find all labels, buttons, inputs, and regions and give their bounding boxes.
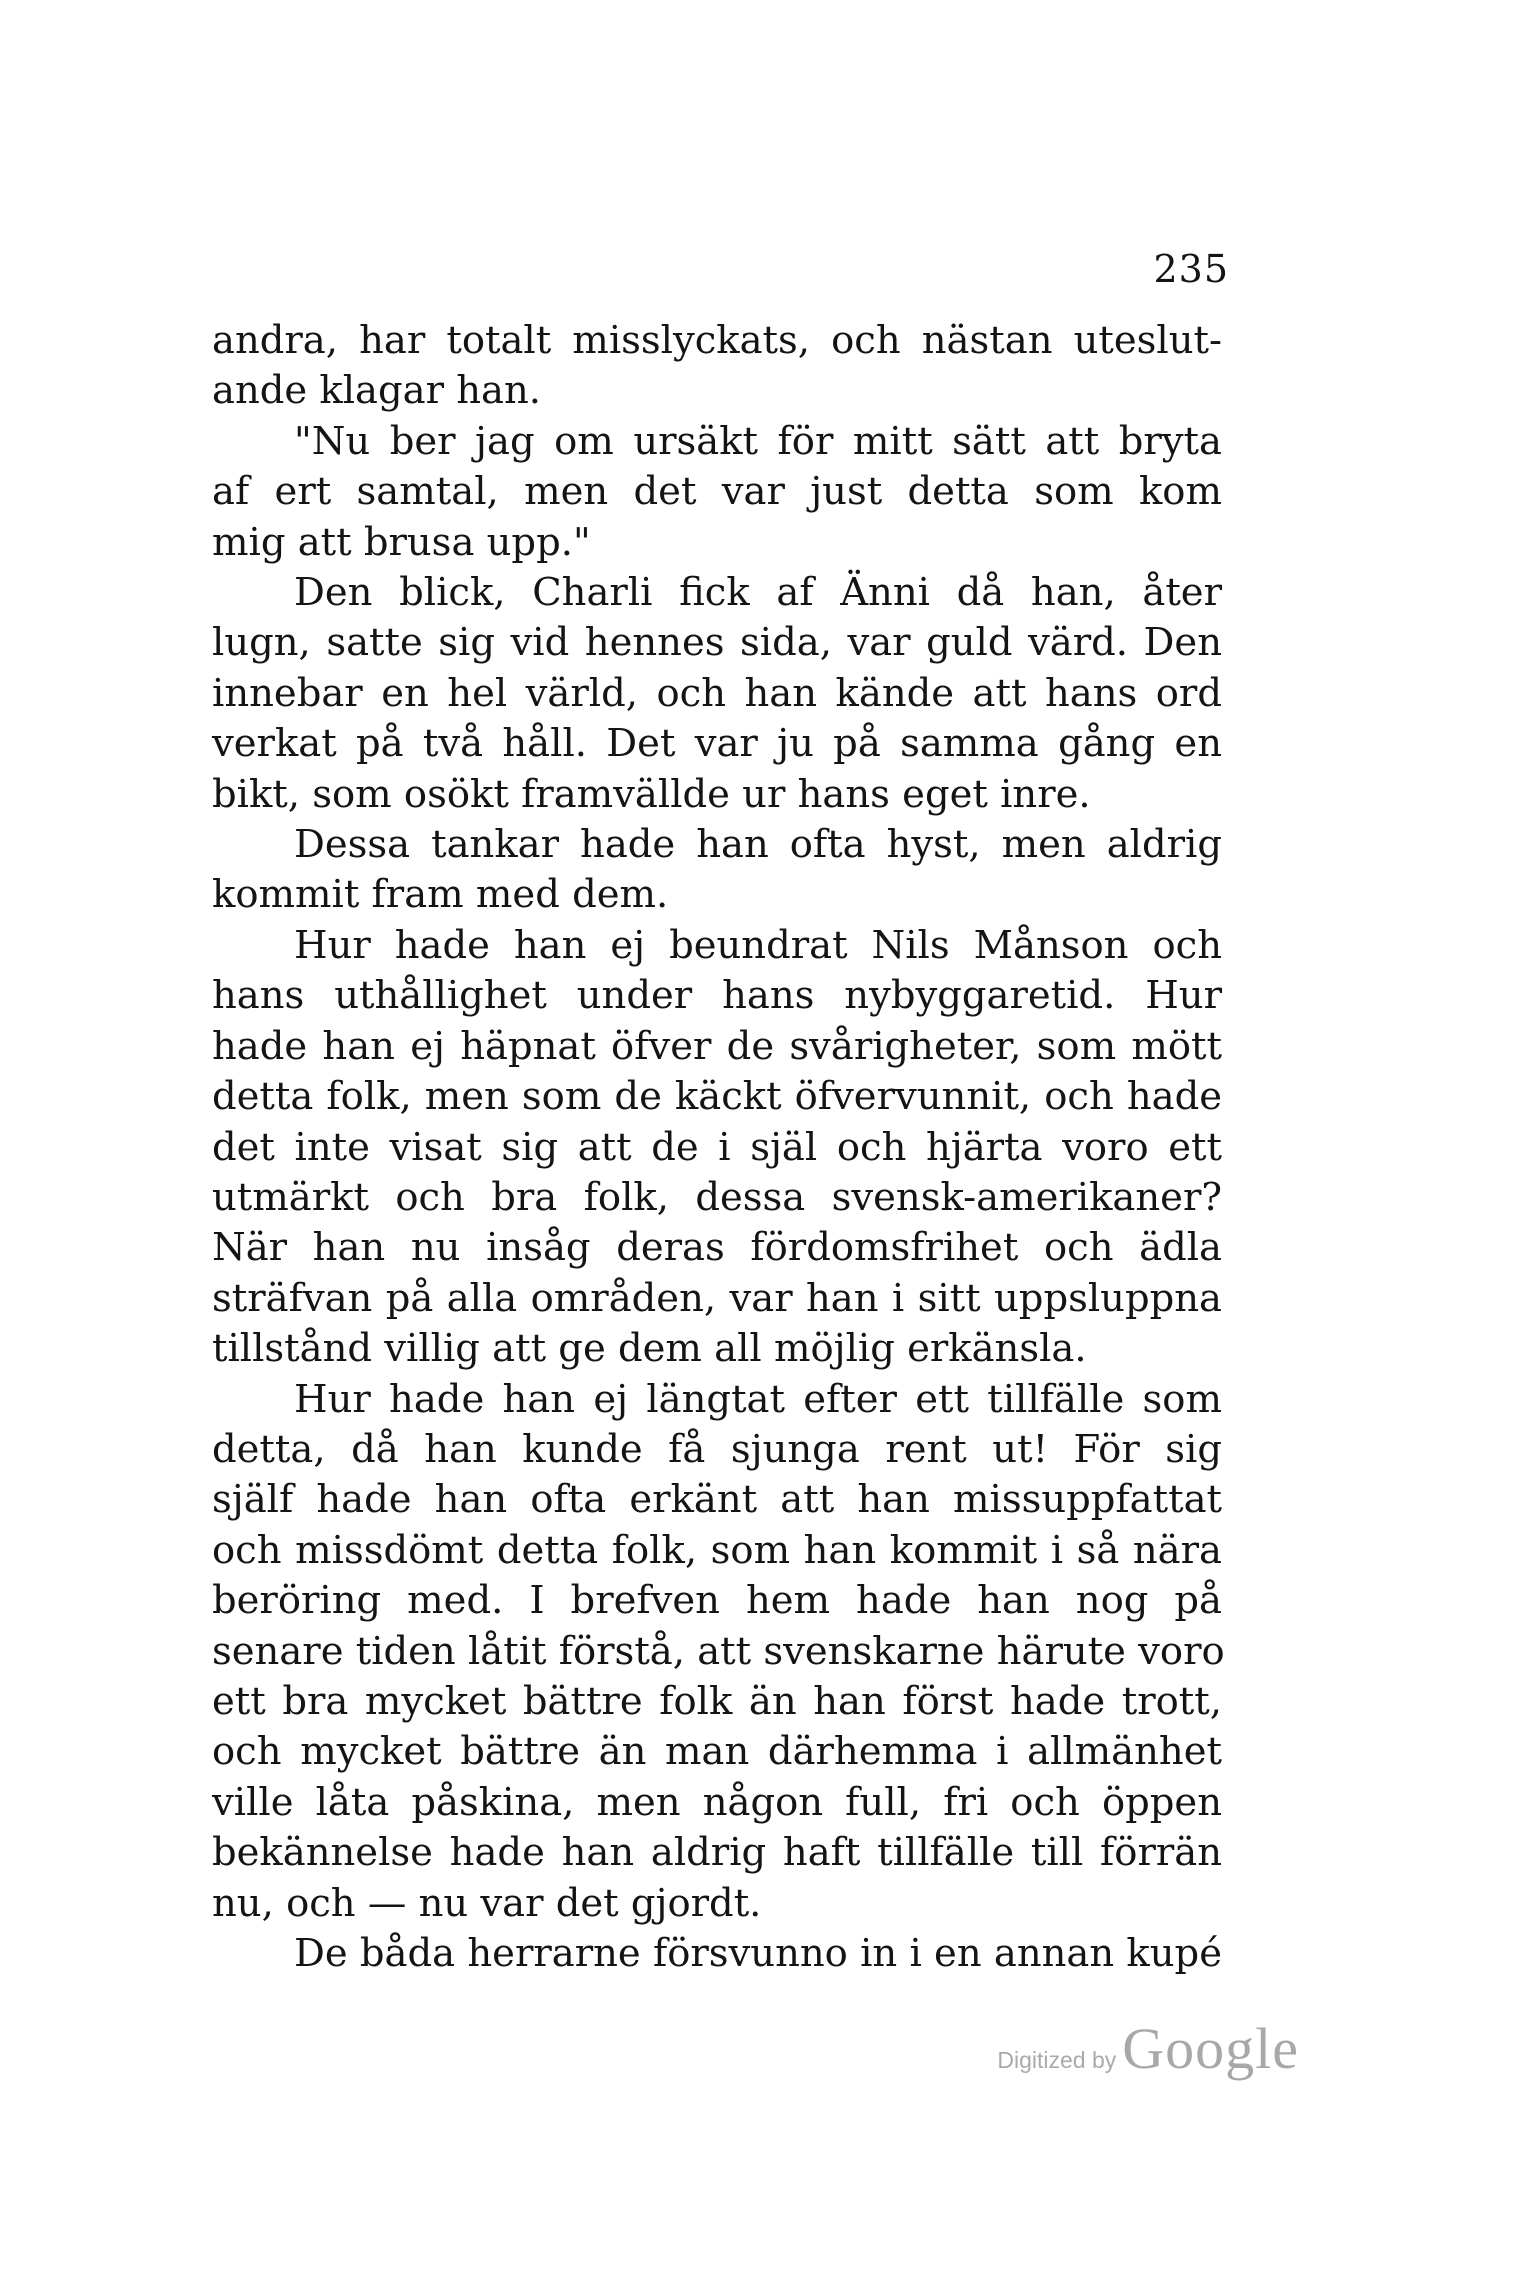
text-line: ande klagar han.: [212, 368, 542, 414]
text-line: andra, har totalt misslyckats, och nästan uteslut-: [212, 318, 1222, 363]
google-logo: Google: [1122, 2016, 1299, 2081]
text-line: kommit fram med dem.: [212, 872, 669, 918]
text-line: bekännelse hade han aldrig haft tillfälle till förrän: [212, 1830, 1222, 1876]
text-line: ville låta påskina, men någon full, fri och öppen: [212, 1779, 1222, 1825]
text-line: bikt, som osökt framvällde ur hans eget inre.: [212, 771, 1091, 817]
text-line: De båda herrarne försvunno in i en annan kupé: [294, 1931, 1222, 1976]
text-line: beröring med. I brefven hem hade han nog på: [212, 1578, 1222, 1624]
paragraph: [212, 1375, 1225, 1929]
paragraph: [212, 316, 1222, 417]
text-line: det inte visat sig att de i själ och hjärta voro ett: [212, 1124, 1222, 1170]
text-line: af ert samtal, men det var just detta som kom: [212, 469, 1222, 515]
text-line: tillstånd villig att ge dem all möjlig erkänsla.: [212, 1326, 1087, 1372]
text-line: Dessa tankar hade han ofta hyst, men aldrig: [294, 822, 1222, 868]
watermark-prefix: Digitized by: [997, 2047, 1117, 2073]
text-line: hans uthållighet under hans nybyggaretid. Hur: [212, 973, 1222, 1019]
body-text: [212, 316, 1225, 1979]
text-line: och missdömt detta folk, som han kommit i så nära: [212, 1527, 1222, 1573]
text-line: verkat på två håll. Det var ju på samma gång en: [212, 721, 1222, 767]
digitized-watermark: [997, 2015, 1299, 2082]
text-line: När han nu insåg deras fördomsfrihet och ädla: [212, 1225, 1222, 1271]
text-line: ett bra mycket bättre folk än han först hade trott,: [212, 1678, 1222, 1724]
text-line: mig att brusa upp.": [212, 519, 591, 565]
page-number: 235: [1153, 247, 1229, 291]
text-line: Den blick, Charli fick af Änni då han, åter: [294, 570, 1222, 616]
text-line: sträfvan på alla områden, var han i sitt uppsluppna: [212, 1275, 1222, 1321]
paragraph: [212, 568, 1222, 820]
text-line: hade han ej häpnat öfver de svårigheter, som mött: [212, 1023, 1222, 1069]
text-line: och mycket bättre än man därhemma i allmänhet: [212, 1729, 1222, 1775]
text-line: innebar en hel värld, och han kände att hans ord: [212, 670, 1222, 716]
text-line: själf hade han ofta erkänt att han missuppfattat: [212, 1477, 1222, 1523]
text-line: utmärkt och bra folk, dessa svensk-amerikaner?: [212, 1174, 1222, 1220]
text-line: nu, och — nu var det gjordt.: [212, 1880, 762, 1926]
text-line: Hur hade han ej längtat efter ett tillfälle som: [294, 1376, 1222, 1422]
paragraph: [212, 921, 1222, 1375]
text-line: "Nu ber jag om ursäkt för mitt sätt att bryta: [294, 418, 1222, 464]
text-line: lugn, satte sig vid hennes sida, var guld värd. Den: [212, 620, 1222, 666]
text-line: Hur hade han ej beundrat Nils Månson och: [294, 922, 1222, 968]
text-line: senare tiden låtit förstå, att svenskarne härute voro: [212, 1628, 1225, 1674]
text-line: detta folk, men som de käckt öfvervunnit, och hade: [212, 1074, 1222, 1120]
text-line: detta, då han kunde få sjunga rent ut! För sig: [212, 1426, 1222, 1472]
paragraph: [212, 820, 1222, 921]
paragraph: [212, 1929, 1222, 1979]
paragraph: [212, 417, 1222, 568]
